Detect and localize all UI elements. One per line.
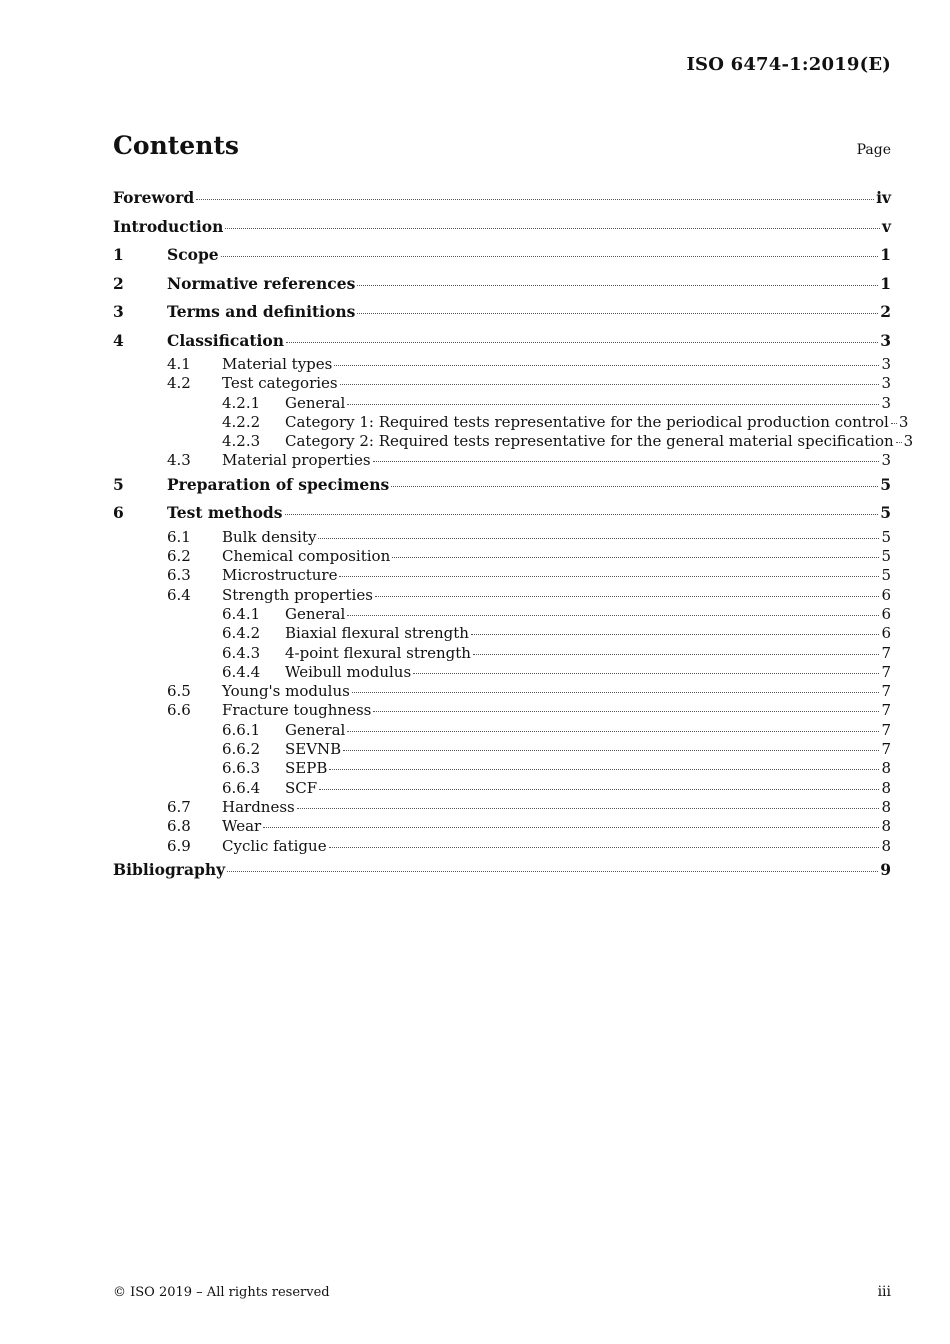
toc-entry-page[interactable]: 7 — [881, 682, 891, 701]
toc-entry-page[interactable]: 6 — [881, 624, 891, 643]
toc-entry[interactable] — [113, 471, 891, 500]
toc-entry-page[interactable]: 7 — [881, 740, 891, 759]
toc-entry-number: 6.6.3 — [222, 759, 261, 778]
toc-entry[interactable] — [113, 298, 891, 327]
toc-entry-number: 6.8 — [167, 817, 191, 836]
dot-leader — [339, 576, 879, 577]
toc-entry-page[interactable]: 5 — [881, 547, 891, 566]
toc-entry[interactable] — [113, 644, 891, 663]
toc-entry-title[interactable]: Young's modulus — [222, 682, 350, 701]
toc-entry-title[interactable]: Terms and definitions — [167, 302, 356, 321]
toc-entry-page[interactable]: 3 — [903, 432, 914, 451]
toc-entry-page[interactable]: 2 — [880, 302, 891, 321]
toc-entry-title[interactable]: Test methods — [167, 503, 283, 523]
toc-entry-number: 4.2.3 — [222, 432, 261, 451]
toc-entry[interactable] — [113, 241, 891, 270]
toc-entry[interactable] — [113, 327, 891, 356]
dot-leader — [286, 342, 878, 343]
toc-entry-page[interactable]: 6 — [881, 585, 891, 604]
page-column-label: Page — [856, 142, 891, 158]
footer-copyright: © ISO 2019 – All rights reserved — [113, 1285, 330, 1300]
toc-entry[interactable] — [113, 451, 891, 470]
dot-leader — [357, 285, 878, 286]
toc-entry-number: 6.6 — [167, 701, 191, 720]
toc-entry-page[interactable]: 9 — [880, 859, 891, 879]
dot-leader — [352, 692, 880, 693]
dot-leader — [413, 673, 879, 674]
toc-entry-number: 1 — [113, 245, 124, 264]
toc-entry[interactable] — [113, 374, 891, 393]
toc-entry-number: 6.4.1 — [222, 604, 261, 623]
toc-entry[interactable] — [113, 817, 891, 836]
toc-entry-number: 6.4.2 — [222, 624, 261, 643]
toc-entry-number: 4.2.2 — [222, 412, 261, 431]
toc-entry-title[interactable]: Foreword — [113, 188, 195, 207]
toc-entry-title[interactable]: General — [285, 393, 346, 412]
toc-entry-title[interactable]: SEPB — [285, 759, 328, 778]
toc-entry[interactable] — [113, 701, 891, 720]
toc-entry-number: 3 — [113, 302, 124, 321]
dot-leader — [391, 486, 878, 487]
toc-entry-number: 6.7 — [167, 797, 191, 816]
dot-leader — [347, 404, 879, 405]
toc-entry-title[interactable]: General — [285, 720, 346, 739]
toc-entry-title[interactable]: Test categories — [222, 374, 338, 393]
dot-leader — [319, 789, 879, 790]
dot-leader — [227, 871, 878, 872]
toc-entry[interactable] — [113, 528, 891, 547]
toc-entry-number: 6.9 — [167, 836, 191, 855]
toc-entry-page[interactable]: 3 — [898, 412, 909, 431]
toc-entry-number: 6.2 — [167, 547, 191, 566]
toc-entry[interactable] — [113, 837, 891, 856]
toc-entry[interactable] — [113, 566, 891, 585]
toc-entry-number: 6.6.4 — [222, 778, 261, 797]
dot-leader — [329, 769, 879, 770]
toc-entry-page[interactable]: 3 — [881, 451, 891, 470]
footer-page-number: iii — [877, 1284, 891, 1300]
toc-entry-page[interactable]: 7 — [881, 701, 891, 720]
toc-entry[interactable] — [113, 394, 891, 413]
toc-entry-number: 2 — [113, 273, 124, 293]
toc-entry-title[interactable]: Strength properties — [222, 585, 373, 604]
dot-leader — [891, 423, 897, 424]
toc-entry[interactable] — [113, 412, 909, 432]
toc-entry-title[interactable]: Hardness — [222, 797, 295, 816]
toc-entry-title[interactable]: Wear — [222, 817, 262, 836]
toc-entry-page[interactable]: 8 — [881, 817, 891, 836]
dot-leader — [340, 384, 880, 385]
toc-entry-page[interactable]: 5 — [880, 503, 891, 523]
toc-entry-page[interactable]: 6 — [881, 604, 891, 623]
toc-entry-number: 4.3 — [167, 451, 191, 470]
dot-leader — [392, 557, 879, 558]
toc-entry[interactable] — [113, 586, 891, 605]
dot-leader — [373, 711, 879, 712]
toc-entry-number: 6.4 — [167, 585, 191, 604]
contents-title: Contents — [113, 131, 240, 160]
dot-leader — [196, 199, 874, 200]
toc-entry-number: 6.4.3 — [222, 643, 261, 662]
toc-entry[interactable] — [113, 682, 891, 701]
toc-entry-number: 4.2 — [167, 374, 191, 393]
toc-entry-page[interactable]: 5 — [880, 474, 891, 494]
toc-entry-title[interactable]: 4-point flexural strength — [285, 643, 471, 662]
dot-leader — [375, 596, 880, 597]
toc-entry[interactable] — [113, 355, 891, 374]
toc-entry-number: 6 — [113, 503, 124, 523]
dot-leader — [471, 634, 880, 635]
toc-entry-number: 6.3 — [167, 566, 191, 585]
dot-leader — [473, 654, 880, 655]
dot-leader — [225, 228, 880, 229]
toc-entry[interactable] — [113, 624, 891, 643]
toc-entry-title[interactable]: Preparation of specimens — [167, 474, 390, 494]
toc-entry-page[interactable]: 1 — [880, 245, 891, 264]
toc-entry-title[interactable]: Category 1: Required tests representative for the periodical production control — [285, 412, 889, 431]
dot-leader — [896, 442, 902, 443]
dot-leader — [329, 847, 880, 848]
toc-entry-number: 6.5 — [167, 682, 191, 701]
toc-entry[interactable] — [113, 779, 891, 798]
toc-entry-title[interactable]: Microstructure — [222, 566, 338, 585]
toc-entry-title[interactable]: Material properties — [222, 451, 371, 470]
toc-entry-number: 5 — [113, 474, 124, 494]
toc-entry-number: 6.4.4 — [222, 662, 261, 681]
toc-entry-page[interactable]: 3 — [881, 393, 891, 412]
dot-leader — [347, 731, 879, 732]
toc-entry-title[interactable]: Category 2: Required tests representative for the general material specification — [285, 432, 894, 451]
toc-entry-title[interactable]: Bulk density — [222, 527, 317, 546]
toc-entry-number: 4.1 — [167, 355, 191, 373]
toc-entry[interactable] — [113, 798, 891, 817]
toc-entry[interactable] — [113, 499, 891, 528]
toc-entry-number: 4.2.1 — [222, 393, 261, 412]
toc-entry-page[interactable]: iv — [876, 188, 891, 207]
toc-entry-title[interactable]: General — [285, 604, 346, 623]
toc-entry[interactable] — [113, 547, 891, 566]
toc-entry-page[interactable]: 7 — [881, 720, 891, 739]
toc-entry-page[interactable]: 8 — [881, 759, 891, 778]
toc-entry-page[interactable]: 3 — [880, 330, 891, 350]
toc-entry[interactable] — [113, 213, 891, 242]
toc-entry-title[interactable]: Normative references — [167, 273, 356, 293]
toc-entry-page[interactable]: 1 — [880, 273, 891, 293]
dot-leader — [221, 256, 879, 257]
toc-entry[interactable] — [113, 184, 891, 213]
toc-entry-page[interactable]: 5 — [881, 527, 891, 546]
toc-entry-number: 4 — [113, 330, 124, 350]
toc-entry[interactable] — [113, 663, 891, 682]
toc-entry[interactable] — [113, 605, 891, 624]
toc-entry[interactable] — [113, 740, 891, 759]
dot-leader — [297, 808, 880, 809]
dot-leader — [373, 461, 880, 462]
toc-entry[interactable] — [113, 856, 891, 885]
toc-entry-title[interactable]: Scope — [167, 245, 219, 264]
dot-leader — [263, 827, 879, 828]
toc-entry[interactable] — [113, 759, 891, 778]
toc-entry-title[interactable]: Introduction — [113, 216, 224, 236]
dot-leader — [285, 514, 879, 515]
toc-entry-title[interactable]: Classification — [167, 330, 285, 350]
toc-entry-page[interactable]: 3 — [881, 355, 891, 373]
dot-leader — [357, 313, 878, 314]
toc-entry[interactable] — [113, 432, 914, 451]
dot-leader — [343, 750, 879, 751]
toc-entry-number: 6.6.1 — [222, 720, 261, 739]
toc-entry[interactable] — [113, 270, 891, 299]
toc-entry-page[interactable]: 7 — [881, 662, 891, 681]
table-of-contents — [113, 184, 914, 884]
toc-entry-number: 6.1 — [167, 527, 191, 546]
toc-entry-number: 6.6.2 — [222, 740, 261, 759]
document-id: ISO 6474-1:2019(E) — [686, 54, 891, 75]
toc-entry-title[interactable]: Cyclic fatigue — [222, 836, 327, 855]
dot-leader — [347, 615, 879, 616]
toc-entry-page[interactable]: 7 — [881, 643, 891, 662]
toc-entry-page[interactable]: 8 — [881, 836, 891, 855]
dot-leader — [334, 365, 879, 366]
toc-entry-title[interactable]: Bibliography — [113, 859, 226, 879]
dot-leader — [318, 538, 879, 539]
toc-entry-title[interactable]: Chemical composition — [222, 547, 391, 566]
toc-entry-page[interactable]: 8 — [881, 797, 891, 816]
toc-entry-title[interactable]: Fracture toughness — [222, 701, 372, 720]
toc-entry-page[interactable]: 3 — [881, 374, 891, 393]
toc-entry-page[interactable]: 8 — [881, 778, 891, 797]
toc-entry-title[interactable]: Biaxial flexural strength — [285, 624, 469, 643]
toc-entry-page[interactable]: v — [881, 216, 891, 236]
toc-entry-title[interactable]: Weibull modulus — [285, 662, 412, 681]
toc-entry-title[interactable]: Material types — [222, 355, 333, 373]
toc-entry[interactable] — [113, 721, 891, 740]
toc-entry-title[interactable]: SEVNB — [285, 740, 342, 759]
toc-entry-page[interactable]: 5 — [881, 566, 891, 585]
toc-entry-title[interactable]: SCF — [285, 778, 318, 797]
